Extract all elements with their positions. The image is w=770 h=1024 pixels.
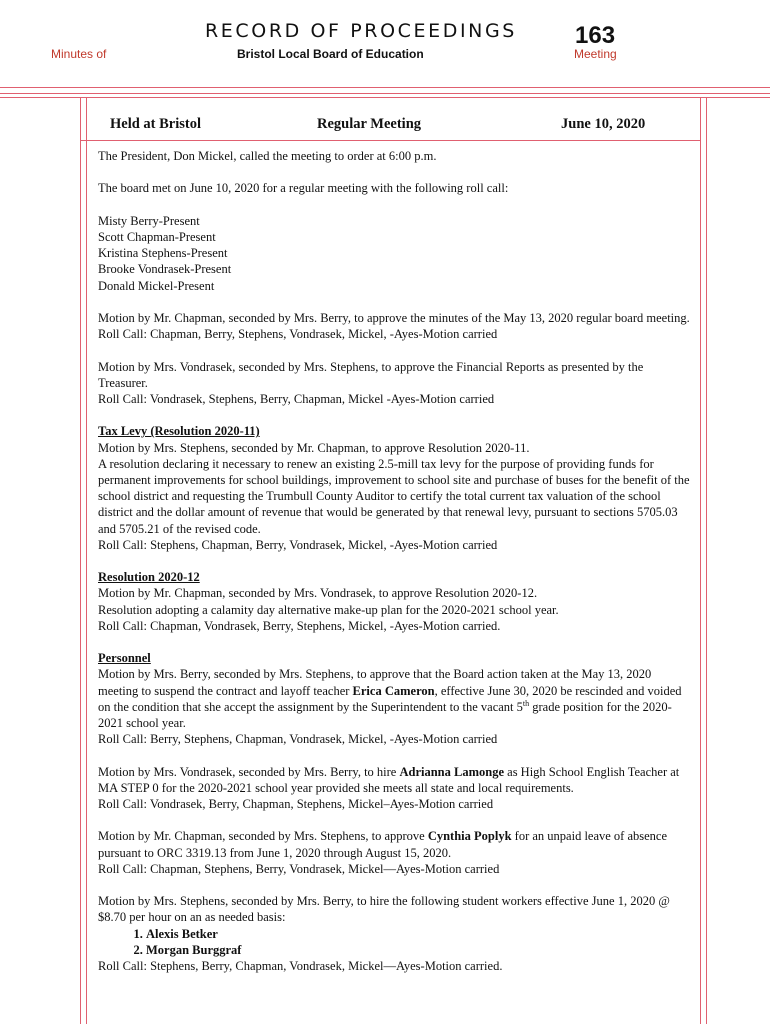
roll-entry: Scott Chapman-Present (98, 229, 216, 244)
motion-text: for an unpaid leave of absence pursuant to ORC 3319.13 from June 1, 2020 through August 15, 2020. (98, 829, 668, 860)
roll-call-result: Roll Call: Berry, Stephens, Chapman, Vondrasek, Mickel, -Ayes-Motion carried (98, 732, 498, 747)
roll-entry: Donald Mickel-Present (98, 278, 215, 293)
motion-financial (98, 359, 693, 408)
board-name: Bristol Local Board of Education (237, 47, 424, 61)
margin-rule (706, 97, 707, 1024)
motion-text: , effective June 30, 2020 be rescinded and voided on the condition that she accept the assignment by the Superintendent to the vacant 5 (98, 683, 682, 714)
employee-name: Cynthia Poplyk (427, 829, 512, 844)
motion-text: Motion by Mrs. Stephens, seconded by Mr. Chapman, to approve Resolution 2020-11. (98, 440, 530, 455)
minutes-of-label: Minutes of (51, 47, 107, 61)
header-rule (0, 87, 770, 88)
record-title: RECORD OF PROCEEDINGS (205, 20, 517, 42)
tax-levy-section (98, 423, 693, 553)
meeting-label: Meeting (574, 47, 617, 61)
resolution-text: A resolution declaring it necessary to renew an existing 2.5-mill tax levy for the purpose of providing funds for permanent improvements for school buildings, improvement to school site and purchase of buses for the benefit of the school district and requesting the Trumbull County Auditor to certify the total current tax valuation of the school district and the dollar amount of revenue that would be generated by that renewal levy, pursuant to sections 5705.03 and 5705.21 of the revised code. (98, 456, 690, 536)
roll-call-result: Roll Call: Stephens, Chapman, Berry, Vondrasek, Mickel, -Ayes-Motion carried (98, 537, 498, 552)
header-rule (0, 97, 770, 98)
header-rule (0, 93, 770, 94)
motion-text: Motion by Mr. Chapman, seconded by Mrs. Stephens, to approve (98, 829, 428, 844)
meeting-date: June 10, 2020 (561, 116, 646, 132)
roll-call-result: Roll Call: Chapman, Vondrasek, Berry, Stephens, Mickel, -Ayes-Motion carried. (98, 618, 501, 633)
personnel-motion-4 (98, 893, 693, 974)
held-at: Held at Bristol (110, 116, 202, 132)
student-worker-list (98, 926, 693, 958)
motion-text: Motion by Mrs. Stephens, seconded by Mrs. Berry, to hire the following student workers effective June 1, 2020 @ $8.70 per hour on an as needed basis: (98, 894, 670, 925)
resolution-section (98, 569, 693, 634)
header-rule (80, 140, 700, 141)
motion-text: Motion by Mr. Chapman, seconded by Mrs. Berry, to approve the minutes of the May 13, 2020 regular board meeting. (98, 310, 690, 325)
call-to-order: The President, Don Mickel, called the meeting to order at 6:00 p.m. (98, 149, 437, 163)
motion-text: as High School English Teacher at MA STEP 0 for the 2020-2021 school year provided she meets all state and local requirements. (98, 764, 680, 795)
employee-name: Erica Cameron (352, 683, 435, 698)
list-item: 1. Alexis Betker (146, 926, 693, 942)
held-row (110, 116, 660, 136)
section-heading: Tax Levy (Resolution 2020-11) (98, 424, 260, 439)
roll-call-list (98, 213, 693, 294)
ordinal-suffix: th (522, 698, 530, 708)
personnel-motion-1 (98, 650, 693, 747)
list-item: 2. Morgan Burggraf (146, 942, 693, 958)
employee-name: Adrianna Lamonge (399, 764, 505, 779)
margin-rule (86, 97, 87, 1024)
personnel-motion-2 (98, 764, 693, 813)
section-heading: Personnel (98, 651, 151, 666)
minutes-body (98, 148, 693, 974)
motion-minutes (98, 310, 693, 342)
roll-call-result: Roll Call: Chapman, Stephens, Berry, Vondrasek, Mickel—Ayes-Motion carried (98, 861, 500, 876)
motion-text: grade position for the 2020-2021 school year. (98, 699, 672, 730)
motion-text: Motion by Mrs. Berry, seconded by Mrs. Stephens, to approve that the Board action taken at the May 13, 2020 meeting to suspend the contract and layoff teacher (98, 667, 652, 698)
meeting-type: Regular Meeting (317, 116, 422, 132)
roll-call-result: Roll Call: Stephens, Berry, Chapman, Vondrasek, Mickel—Ayes-Motion carried. (98, 959, 503, 973)
roll-entry: Kristina Stephens-Present (98, 246, 228, 261)
margin-rule (700, 97, 701, 1024)
margin-rule (80, 97, 81, 1024)
roll-call-result: Roll Call: Chapman, Berry, Stephens, Vondrasek, Mickel, -Ayes-Motion carried (98, 327, 498, 342)
roll-call-result: Roll Call: Vondrasek, Stephens, Berry, Chapman, Mickel -Ayes-Motion carried (98, 391, 495, 406)
personnel-motion-3 (98, 828, 693, 877)
motion-text: Motion by Mrs. Vondrasek, seconded by Mrs. Stephens, to approve the Financial Reports as presented by the Treasurer. (98, 359, 644, 390)
resolution-text: Resolution adopting a calamity day alternative make-up plan for the 2020-2021 school year. (98, 602, 559, 617)
motion-text: Motion by Mrs. Vondrasek, seconded by Mrs. Berry, to hire (98, 764, 400, 779)
page-number: 163 (575, 22, 616, 49)
section-heading: Resolution 2020-12 (98, 570, 200, 585)
roll-entry: Brooke Vondrasek-Present (98, 262, 232, 277)
motion-text: Motion by Mr. Chapman, seconded by Mrs. Vondrasek, to approve Resolution 2020-12. (98, 586, 538, 601)
roll-call-result: Roll Call: Vondrasek, Berry, Chapman, Stephens, Mickel–Ayes-Motion carried (98, 797, 494, 811)
roll-entry: Misty Berry-Present (98, 213, 200, 228)
roll-call-intro: The board met on June 10, 2020 for a regular meeting with the following roll call: (98, 181, 509, 196)
